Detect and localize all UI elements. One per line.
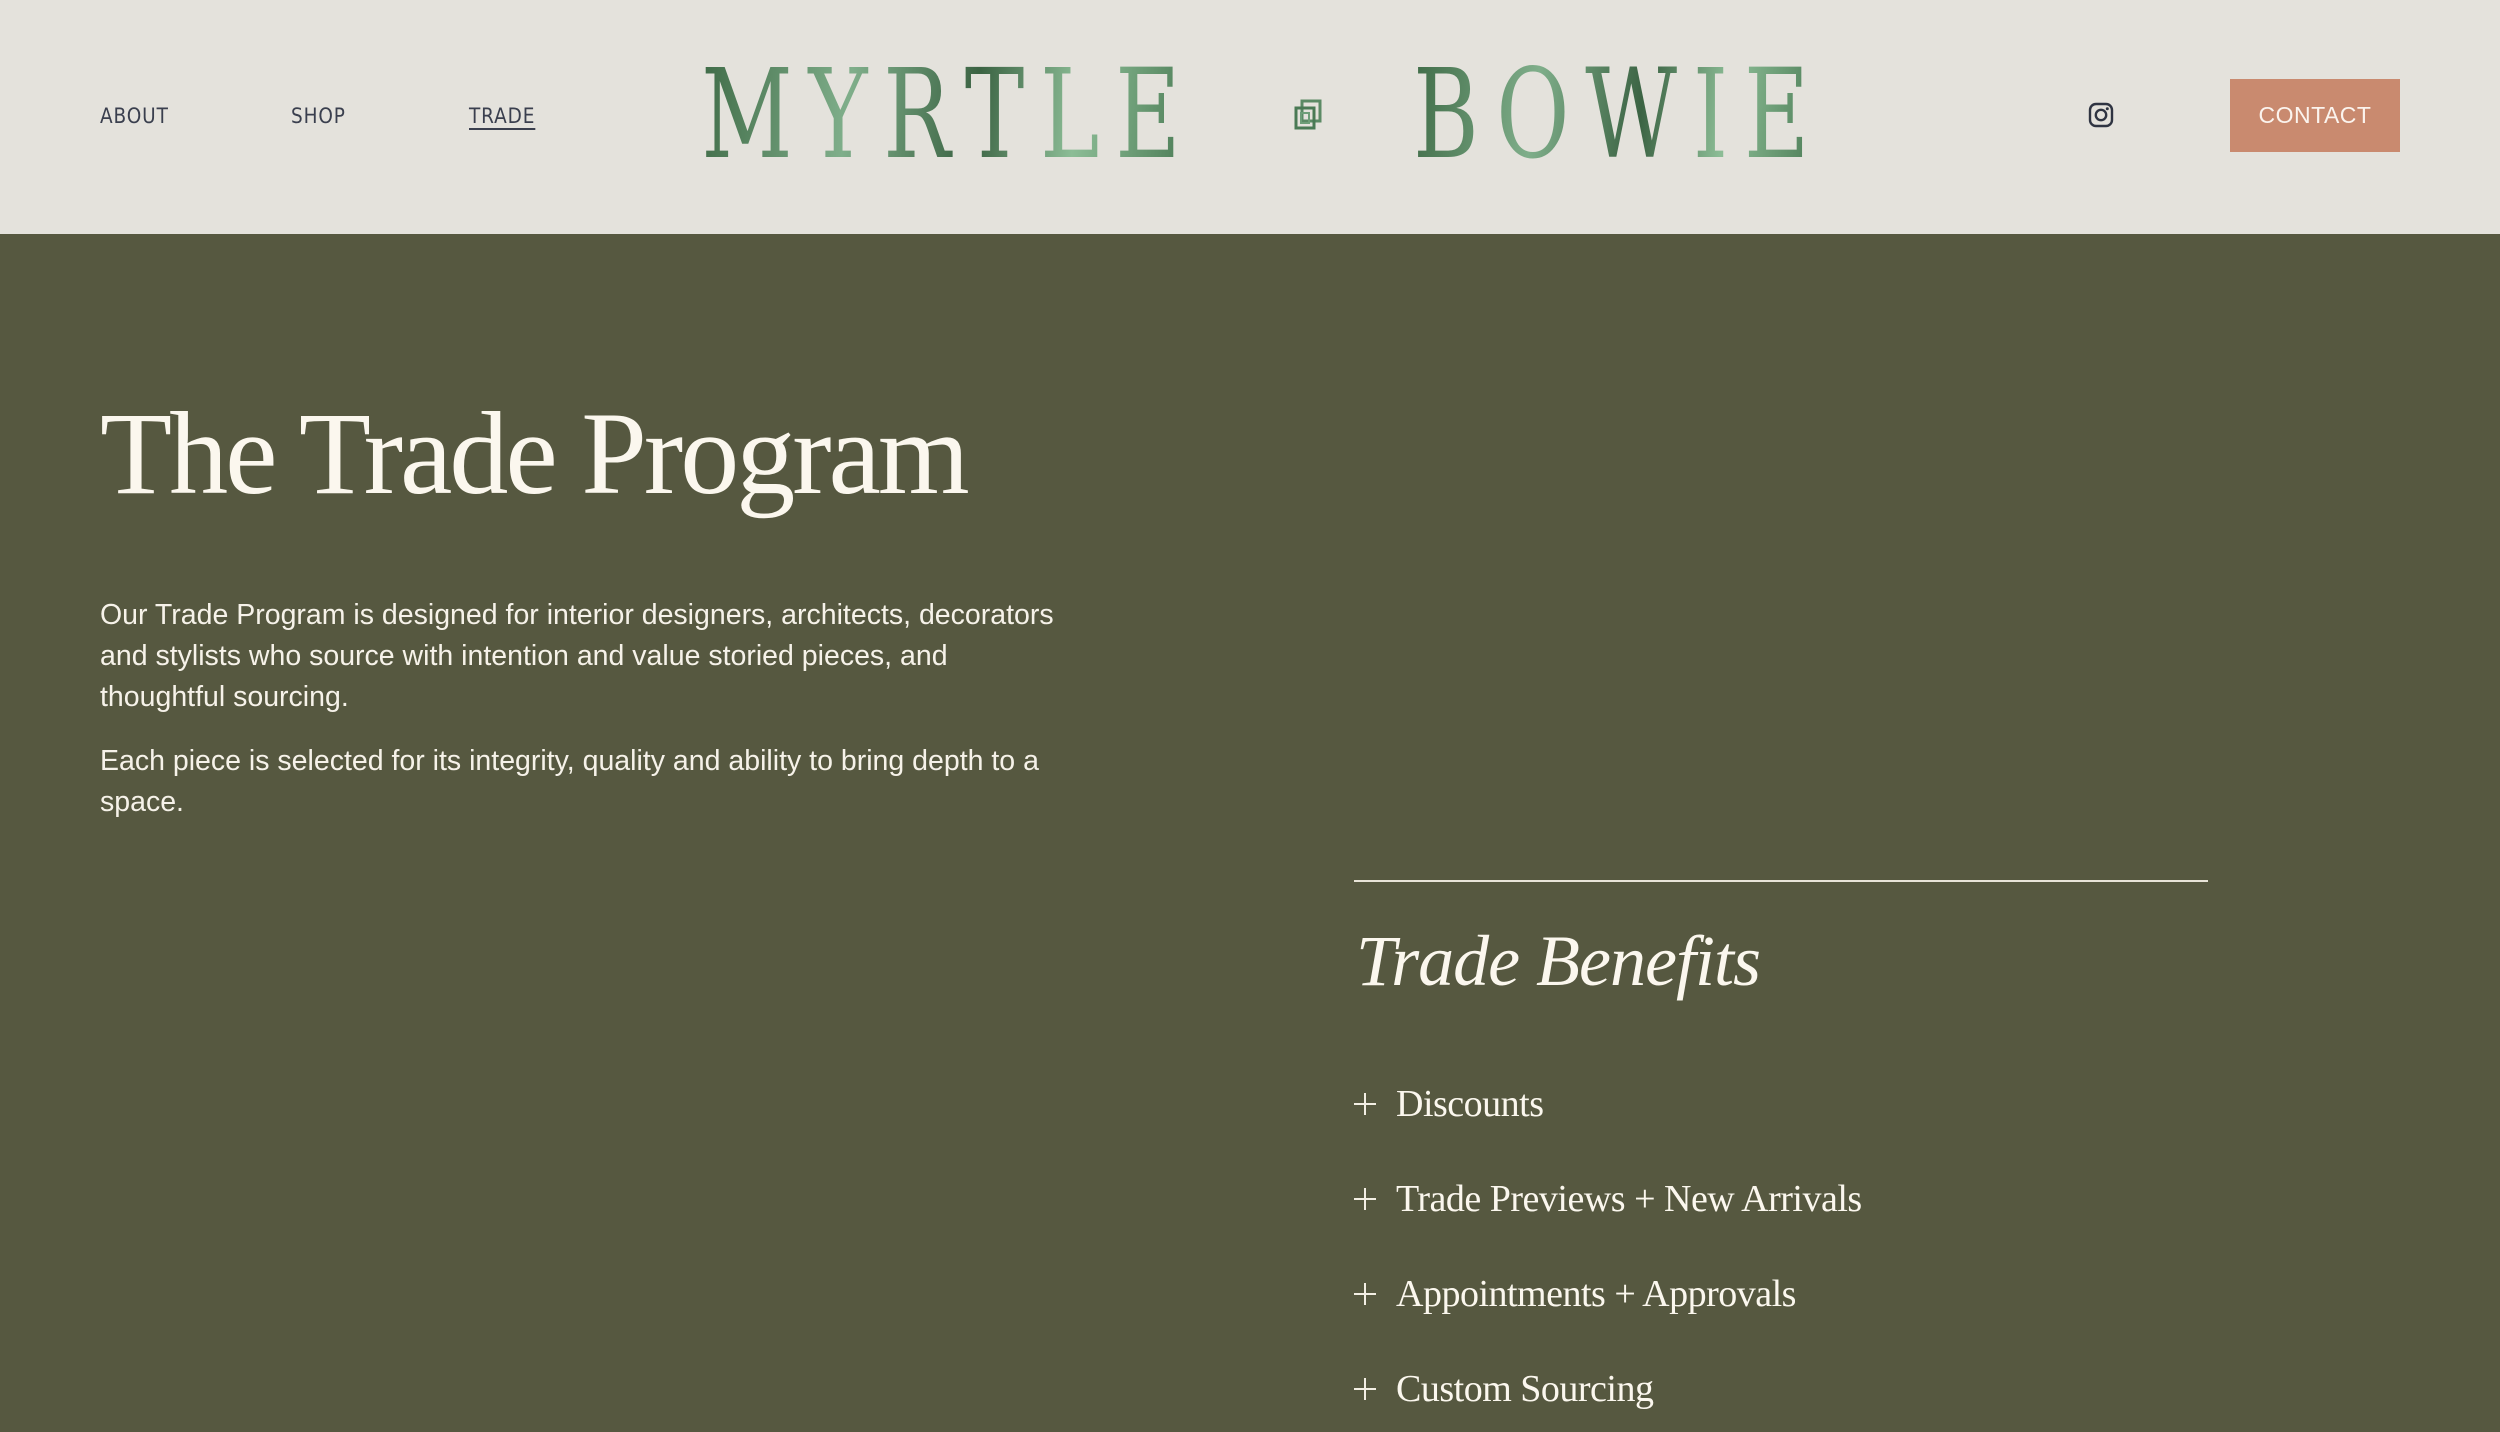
plus-icon — [1354, 1188, 1376, 1210]
nav-trade[interactable]: TRADE — [469, 104, 536, 128]
nav-about[interactable]: ABOUT — [100, 104, 169, 128]
benefit-custom-sourcing[interactable] — [1354, 1370, 1653, 1408]
benefit-trade-previews[interactable] — [1354, 1180, 1862, 1218]
benefit-label: Discounts — [1396, 1083, 1544, 1125]
intro-paragraph-1: Our Trade Program is designed for interior designers, architects, decorators and stylists who source with intention and value storied pieces, and thoughtful sourcing. — [100, 599, 1054, 713]
plus-icon — [1354, 1093, 1376, 1115]
benefit-label: Appointments + Approvals — [1396, 1273, 1796, 1315]
brand-logo[interactable] — [701, 43, 1825, 187]
benefit-appointments[interactable] — [1354, 1275, 1796, 1313]
contact-button[interactable]: CONTACT — [2230, 79, 2400, 152]
benefit-label: Trade Previews + New Arrivals — [1396, 1178, 1862, 1220]
plus-icon — [1354, 1378, 1376, 1400]
benefit-label: Custom Sourcing — [1396, 1368, 1654, 1410]
intro-text — [100, 595, 1060, 846]
plus-icon — [1354, 1283, 1376, 1305]
nav-shop[interactable]: SHOP — [291, 104, 346, 128]
intro-paragraph-2: Each piece is selected for its integrity, quality and ability to bring depth to a space. — [100, 745, 1039, 818]
benefits-title: Trade Benefits — [1356, 921, 1760, 1001]
logo-mark-icon — [1293, 99, 1323, 131]
page-title: The Trade Program — [100, 388, 967, 519]
site-header — [0, 0, 2500, 234]
instagram-icon[interactable] — [2088, 102, 2114, 128]
logo-word-right: BOWIE — [1412, 43, 1825, 187]
logo-word-left: MYRTLE — [701, 43, 1197, 187]
section-divider — [1354, 880, 2208, 882]
benefit-discounts[interactable] — [1354, 1085, 1544, 1123]
